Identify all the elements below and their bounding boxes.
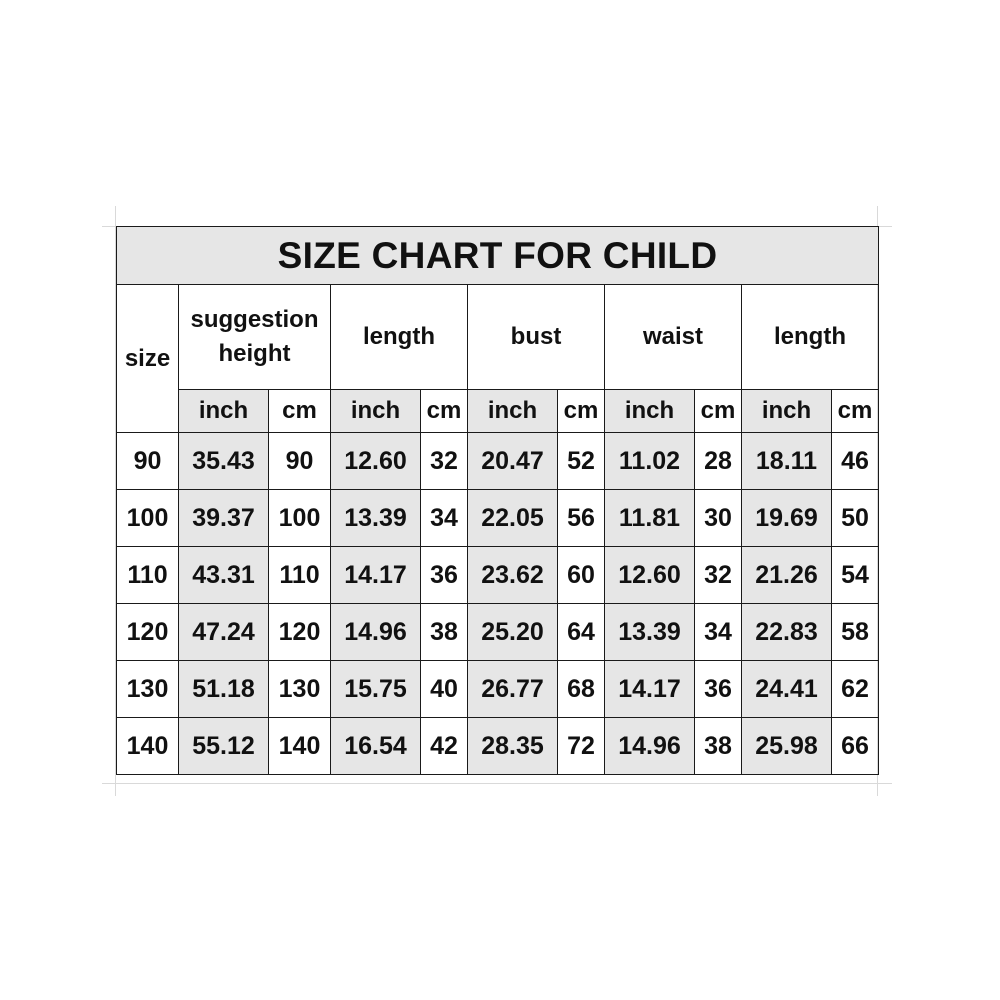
unit-header-row bbox=[117, 390, 879, 433]
bust-header: bust bbox=[468, 285, 605, 390]
table-row bbox=[117, 718, 879, 775]
size-value: 110 bbox=[117, 547, 179, 604]
guide-line-bottom bbox=[102, 783, 892, 784]
height-cm-value: 140 bbox=[269, 718, 331, 775]
group-header-row bbox=[117, 285, 879, 390]
height-cm-value: 120 bbox=[269, 604, 331, 661]
bust-cm-value: 60 bbox=[558, 547, 605, 604]
size-column-header: size bbox=[117, 285, 179, 433]
waist-cm-value: 32 bbox=[695, 547, 742, 604]
length2-inch-value: 18.11 bbox=[742, 433, 832, 490]
length2-cm-value: 62 bbox=[832, 661, 879, 718]
bust-inch-value: 26.77 bbox=[468, 661, 558, 718]
unit-inch: inch bbox=[331, 390, 421, 433]
unit-inch: inch bbox=[605, 390, 695, 433]
bust-inch-value: 22.05 bbox=[468, 490, 558, 547]
length-inch-value: 13.39 bbox=[331, 490, 421, 547]
length-inch-value: 15.75 bbox=[331, 661, 421, 718]
suggestion-height-header: suggestion height bbox=[179, 285, 331, 390]
bust-inch-value: 23.62 bbox=[468, 547, 558, 604]
table-row bbox=[117, 490, 879, 547]
unit-cm: cm bbox=[269, 390, 331, 433]
length-inch-value: 12.60 bbox=[331, 433, 421, 490]
unit-inch: inch bbox=[179, 390, 269, 433]
unit-inch: inch bbox=[742, 390, 832, 433]
length-inch-value: 14.96 bbox=[331, 604, 421, 661]
size-value: 120 bbox=[117, 604, 179, 661]
height-inch-value: 35.43 bbox=[179, 433, 269, 490]
length-header-2: length bbox=[742, 285, 879, 390]
waist-inch-value: 11.02 bbox=[605, 433, 695, 490]
length-cm-value: 32 bbox=[421, 433, 468, 490]
size-value: 90 bbox=[117, 433, 179, 490]
table-row bbox=[117, 433, 879, 490]
height-inch-value: 47.24 bbox=[179, 604, 269, 661]
length-cm-value: 38 bbox=[421, 604, 468, 661]
length2-cm-value: 66 bbox=[832, 718, 879, 775]
unit-cm: cm bbox=[558, 390, 605, 433]
unit-cm: cm bbox=[695, 390, 742, 433]
waist-inch-value: 14.17 bbox=[605, 661, 695, 718]
length-header: length bbox=[331, 285, 468, 390]
height-cm-value: 100 bbox=[269, 490, 331, 547]
table-row bbox=[117, 604, 879, 661]
unit-inch: inch bbox=[468, 390, 558, 433]
length-cm-value: 42 bbox=[421, 718, 468, 775]
length-cm-value: 34 bbox=[421, 490, 468, 547]
length2-inch-value: 25.98 bbox=[742, 718, 832, 775]
waist-inch-value: 11.81 bbox=[605, 490, 695, 547]
length2-cm-value: 50 bbox=[832, 490, 879, 547]
length-cm-value: 40 bbox=[421, 661, 468, 718]
waist-cm-value: 38 bbox=[695, 718, 742, 775]
waist-cm-value: 28 bbox=[695, 433, 742, 490]
length2-cm-value: 58 bbox=[832, 604, 879, 661]
bust-inch-value: 25.20 bbox=[468, 604, 558, 661]
bust-cm-value: 52 bbox=[558, 433, 605, 490]
bust-inch-value: 28.35 bbox=[468, 718, 558, 775]
length2-cm-value: 46 bbox=[832, 433, 879, 490]
chart-title: SIZE CHART FOR CHILD bbox=[117, 227, 879, 285]
bust-inch-value: 20.47 bbox=[468, 433, 558, 490]
waist-header: waist bbox=[605, 285, 742, 390]
length2-cm-value: 54 bbox=[832, 547, 879, 604]
bust-cm-value: 72 bbox=[558, 718, 605, 775]
length2-inch-value: 24.41 bbox=[742, 661, 832, 718]
waist-cm-value: 34 bbox=[695, 604, 742, 661]
height-cm-value: 110 bbox=[269, 547, 331, 604]
size-chart-table bbox=[116, 226, 879, 775]
size-value: 140 bbox=[117, 718, 179, 775]
size-value: 130 bbox=[117, 661, 179, 718]
bust-cm-value: 68 bbox=[558, 661, 605, 718]
waist-inch-value: 12.60 bbox=[605, 547, 695, 604]
height-cm-value: 90 bbox=[269, 433, 331, 490]
waist-inch-value: 13.39 bbox=[605, 604, 695, 661]
length2-inch-value: 19.69 bbox=[742, 490, 832, 547]
length-inch-value: 14.17 bbox=[331, 547, 421, 604]
waist-cm-value: 30 bbox=[695, 490, 742, 547]
length-cm-value: 36 bbox=[421, 547, 468, 604]
height-inch-value: 51.18 bbox=[179, 661, 269, 718]
waist-cm-value: 36 bbox=[695, 661, 742, 718]
height-inch-value: 55.12 bbox=[179, 718, 269, 775]
bust-cm-value: 64 bbox=[558, 604, 605, 661]
size-value: 100 bbox=[117, 490, 179, 547]
waist-inch-value: 14.96 bbox=[605, 718, 695, 775]
unit-cm: cm bbox=[832, 390, 879, 433]
height-cm-value: 130 bbox=[269, 661, 331, 718]
height-inch-value: 39.37 bbox=[179, 490, 269, 547]
bust-cm-value: 56 bbox=[558, 490, 605, 547]
unit-cm: cm bbox=[421, 390, 468, 433]
length-inch-value: 16.54 bbox=[331, 718, 421, 775]
table-row bbox=[117, 547, 879, 604]
length2-inch-value: 21.26 bbox=[742, 547, 832, 604]
height-inch-value: 43.31 bbox=[179, 547, 269, 604]
length2-inch-value: 22.83 bbox=[742, 604, 832, 661]
table-row bbox=[117, 661, 879, 718]
